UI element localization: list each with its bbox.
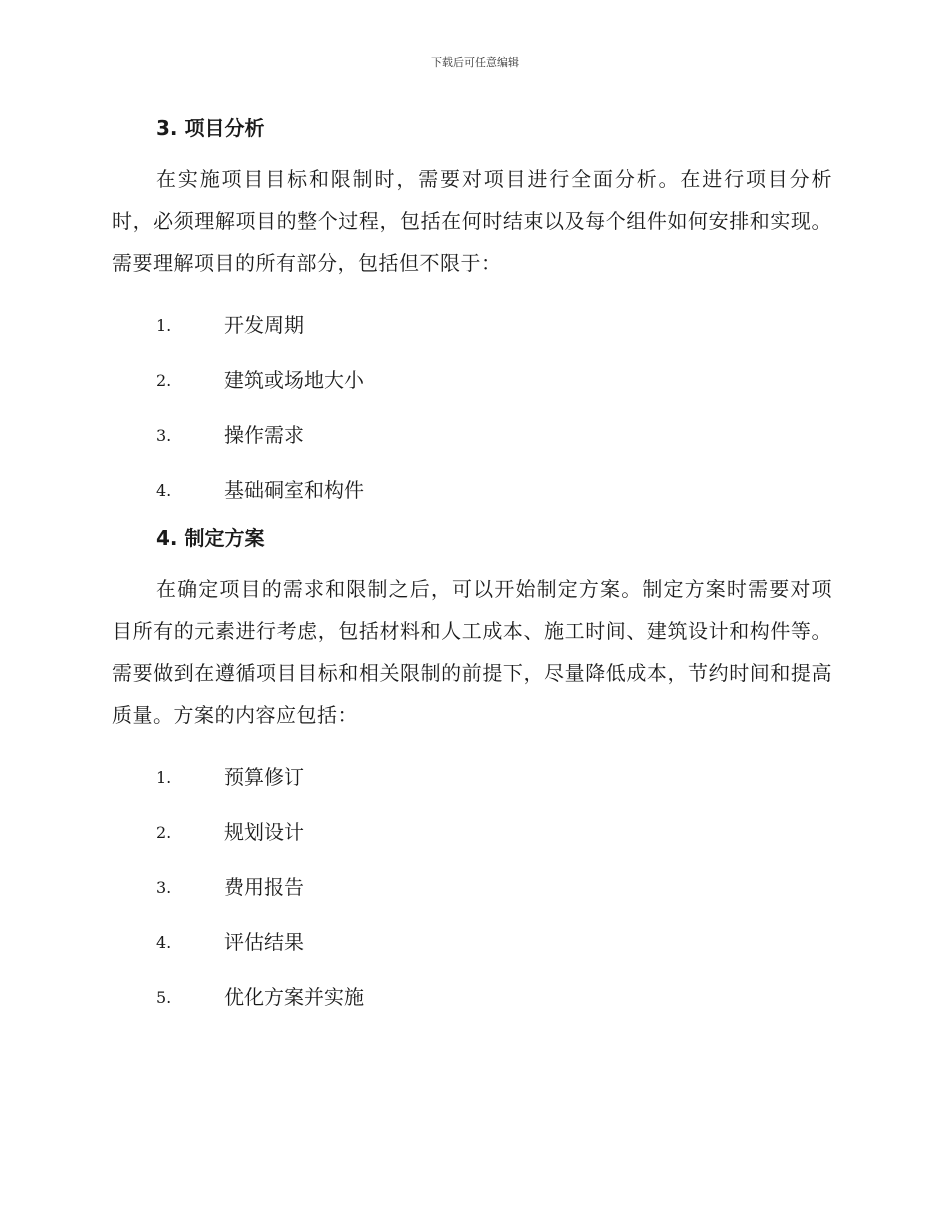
list-number: 5. — [156, 988, 172, 1007]
list-text: 评估结果 — [224, 930, 304, 954]
list-item — [112, 805, 832, 860]
list-number: 1. — [156, 316, 172, 335]
numbered-list — [112, 750, 832, 1025]
list-item — [112, 353, 832, 408]
list-text: 预算修订 — [224, 765, 304, 789]
list-text: 规划设计 — [224, 820, 304, 844]
list-text: 操作需求 — [224, 423, 304, 447]
list-number: 2. — [156, 823, 172, 842]
list-item — [112, 915, 832, 970]
list-number: 4. — [156, 933, 172, 952]
list-number: 3. — [156, 878, 172, 897]
list-item — [112, 463, 832, 518]
section-project-analysis — [112, 108, 832, 518]
numbered-list — [112, 298, 832, 518]
list-item — [112, 970, 832, 1025]
list-number: 4. — [156, 481, 172, 500]
section-paragraph: 在确定项目的需求和限制之后，可以开始制定方案。制定方案时需要对项目所有的元素进行考虑，包括材料和人工成本、施工时间、建筑设计和构件等。需要做到在遵循项目目标和相关限制的前提下，尽量降低成本，节约时间和提高质量。方案的内容应包括： — [112, 577, 832, 727]
document-body — [112, 108, 832, 1025]
section-heading: 3. 项目分析 — [156, 116, 265, 140]
list-item — [112, 750, 832, 805]
list-item — [112, 860, 832, 915]
section-heading: 4. 制定方案 — [156, 526, 265, 550]
list-number: 3. — [156, 426, 172, 445]
list-text: 开发周期 — [224, 313, 304, 337]
list-item — [112, 298, 832, 353]
list-text: 基础硐室和构件 — [224, 478, 364, 502]
list-item — [112, 408, 832, 463]
list-text: 优化方案并实施 — [224, 985, 364, 1009]
list-number: 2. — [156, 371, 172, 390]
list-text: 建筑或场地大小 — [224, 368, 364, 392]
list-text: 费用报告 — [224, 875, 304, 899]
section-paragraph: 在实施项目目标和限制时，需要对项目进行全面分析。在进行项目分析时，必须理解项目的整个过程，包括在何时结束以及每个组件如何安排和实现。需要理解项目的所有部分，包括但不限于： — [112, 167, 832, 275]
header-note: 下载后可任意编辑 — [431, 56, 519, 69]
section-make-plan — [112, 518, 832, 1025]
list-number: 1. — [156, 768, 172, 787]
